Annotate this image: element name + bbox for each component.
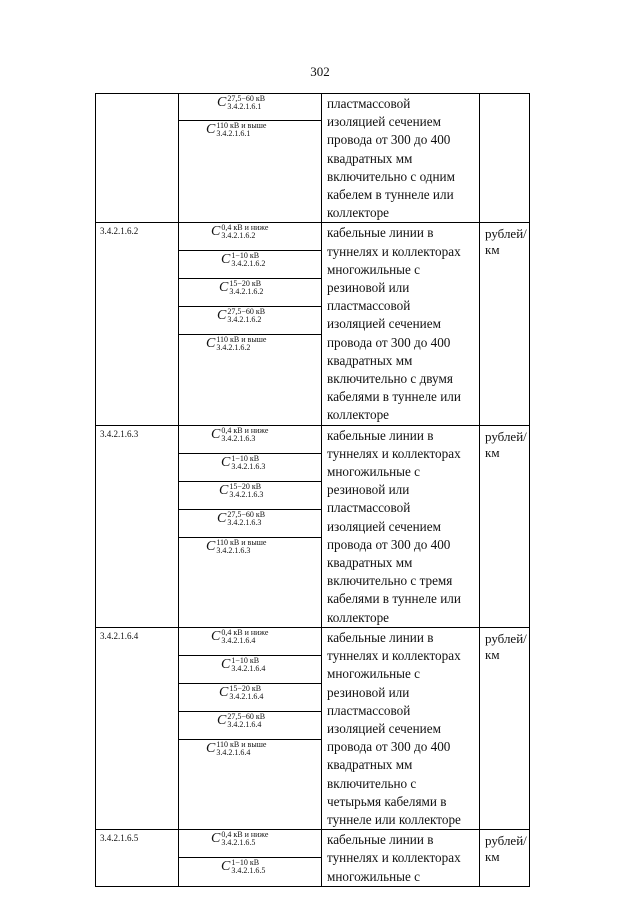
row-unit: рублей/км [480, 223, 530, 425]
rate-symbol [217, 511, 265, 527]
symbol-letter: C [217, 510, 227, 526]
row-description [322, 223, 480, 425]
rate-symbol [219, 685, 263, 701]
description-line: туннелях и коллекторах [327, 243, 461, 259]
voltage-superscript: 15−20 кВ [229, 279, 262, 289]
rate-symbol [211, 224, 268, 240]
symbol-letter: C [221, 454, 231, 470]
rate-symbol [206, 741, 266, 757]
code-subscript: 3.4.2.1.6.5 [231, 866, 266, 876]
symbol-letter: C [211, 628, 221, 644]
tariff-table [95, 93, 530, 887]
description-line: кабельные линии в [327, 225, 434, 241]
formula-cell [179, 628, 321, 656]
symbol-letter: C [221, 656, 231, 672]
code-subscript: 3.4.2.1.6.2 [229, 287, 264, 297]
code-subscript: 3.4.2.1.6.2 [231, 259, 266, 269]
row-description [322, 94, 480, 223]
formula-column [179, 223, 322, 425]
description-line: квадратных мм [327, 352, 413, 368]
voltage-superscript: 110 кВ и выше [216, 537, 267, 547]
description-line: коллекторе [327, 205, 390, 221]
code-subscript: 3.4.2.1.6.2 [227, 315, 262, 325]
row-code: 3.4.2.1.6.3 [96, 425, 179, 627]
description-line: пластмассовой [327, 96, 411, 111]
formula-cell [179, 740, 321, 767]
code-subscript: 3.4.2.1.6.3 [216, 545, 251, 555]
description-line: многожильные с [327, 868, 421, 884]
voltage-superscript: 15−20 кВ [229, 481, 262, 491]
symbol-letter: C [219, 280, 229, 296]
description-line: включительно с тремя [327, 573, 453, 589]
rate-symbol [221, 455, 265, 471]
formula-column [179, 94, 322, 223]
formula-cell [179, 656, 321, 684]
formula-cell [179, 712, 321, 740]
description-line: коллекторе [327, 407, 390, 423]
voltage-superscript: 1−10 кВ [231, 251, 260, 261]
description-line: туннелях и коллекторах [327, 445, 461, 461]
symbol-letter: C [217, 308, 227, 324]
symbol-letter: C [217, 712, 227, 728]
description-line: многожильные с [327, 666, 421, 682]
voltage-superscript: 1−10 кВ [231, 453, 260, 463]
description-line: многожильные с [327, 464, 421, 480]
formula-cell [179, 538, 321, 565]
description-line: квадратных мм [327, 555, 413, 571]
rate-symbol [219, 280, 263, 296]
row-code: 3.4.2.1.6.4 [96, 627, 179, 829]
code-subscript: 3.4.2.1.6.4 [216, 747, 251, 757]
code-subscript: 3.4.2.1.6.4 [229, 691, 264, 701]
formula-cell [179, 858, 321, 884]
voltage-superscript: 0,4 кВ и ниже [221, 627, 269, 637]
code-subscript: 3.4.2.1.6.3 [221, 433, 256, 443]
formula-cell [179, 251, 321, 279]
row-description [322, 830, 480, 887]
description-line: четырьмя кабелями в [327, 793, 447, 809]
voltage-superscript: 0,4 кВ и ниже [221, 830, 269, 840]
code-subscript: 3.4.2.1.6.5 [221, 838, 256, 848]
description-line: провода от 300 до 400 [327, 132, 451, 148]
voltage-superscript: 27,5−60 кВ [227, 711, 266, 721]
row-code: 3.4.2.1.6.5 [96, 830, 179, 887]
rate-symbol [211, 831, 268, 847]
description-line: пластмассовой [327, 702, 411, 718]
formula-cell [179, 307, 321, 335]
voltage-superscript: 27,5−60 кВ [227, 509, 266, 519]
voltage-superscript: 110 кВ и выше [216, 335, 267, 345]
rate-symbol [217, 308, 265, 324]
table-row [96, 223, 530, 425]
description-line: многожильные с [327, 261, 421, 277]
table-row [96, 627, 530, 829]
voltage-superscript: 15−20 кВ [229, 683, 262, 693]
formula-column [179, 627, 322, 829]
symbol-letter: C [219, 482, 229, 498]
code-subscript: 3.4.2.1.6.3 [231, 461, 266, 471]
rate-symbol [221, 859, 265, 875]
rate-symbol [221, 657, 265, 673]
description-line: туннелях и коллекторах [327, 648, 461, 664]
formula-cell [179, 94, 321, 121]
row-code: 3.4.2.1.6.2 [96, 223, 179, 425]
formula-cell [179, 223, 321, 251]
description-line: провода от 300 до 400 [327, 739, 451, 755]
voltage-superscript: 27,5−60 кВ [227, 307, 266, 317]
code-subscript: 3.4.2.1.6.2 [216, 343, 251, 353]
symbol-letter: C [211, 831, 221, 847]
code-subscript: 3.4.2.1.6.3 [229, 489, 264, 499]
code-subscript: 3.4.2.1.6.4 [231, 663, 266, 673]
formula-column [179, 425, 322, 627]
symbol-letter: C [206, 336, 216, 352]
description-line: квадратных мм [327, 150, 413, 166]
symbol-letter: C [206, 740, 216, 756]
description-line: включительно с одним [327, 168, 455, 184]
rate-symbol [219, 483, 263, 499]
voltage-superscript: 27,5−60 кВ [227, 94, 266, 103]
rate-symbol [211, 427, 268, 443]
description-line: изоляцией сечением [327, 720, 441, 736]
row-description [322, 425, 480, 627]
symbol-letter: C [211, 224, 221, 240]
row-unit: рублей/км [480, 830, 530, 887]
formula-cell [179, 279, 321, 307]
symbol-letter: C [221, 252, 231, 268]
formula-column [179, 830, 322, 887]
table-row [96, 425, 530, 627]
description-line: пластмассовой [327, 500, 411, 516]
voltage-superscript: 110 кВ и выше [216, 121, 267, 130]
code-subscript: 3.4.2.1.6.4 [221, 635, 256, 645]
formula-cell [179, 830, 321, 858]
voltage-superscript: 0,4 кВ и ниже [221, 425, 269, 435]
symbol-letter: C [219, 684, 229, 700]
code-subscript: 3.4.2.1.6.4 [227, 719, 262, 729]
description-line: включительно с [327, 775, 417, 791]
formula-cell [179, 684, 321, 712]
description-line: кабельные линии в [327, 427, 434, 443]
description-line: туннеле или коллекторе [327, 811, 461, 827]
description-line: пластмассовой [327, 298, 411, 314]
description-line: включительно с двумя [327, 371, 453, 387]
code-subscript: 3.4.2.1.6.2 [221, 231, 256, 241]
description-line: провода от 300 до 400 [327, 536, 451, 552]
row-unit [480, 94, 530, 223]
description-line: резиновой или [327, 280, 410, 296]
code-subscript: 3.4.2.1.6.3 [227, 517, 262, 527]
table-row [96, 830, 530, 887]
row-unit: рублей/км [480, 627, 530, 829]
description-line: кабелями в туннеле или [327, 591, 461, 607]
rate-symbol [217, 713, 265, 729]
formula-cell [179, 426, 321, 454]
formula-cell [179, 121, 321, 145]
code-subscript: 3.4.2.1.6.1 [227, 102, 262, 111]
description-line: кабелем в туннеле или [327, 187, 454, 203]
rate-symbol [206, 539, 266, 555]
rate-symbol [206, 336, 266, 352]
description-line: изоляцией сечением [327, 316, 441, 332]
code-subscript: 3.4.2.1.6.1 [216, 129, 251, 138]
rate-symbol [211, 629, 268, 645]
symbol-letter: C [221, 859, 231, 875]
row-code [96, 94, 179, 223]
description-line: резиновой или [327, 482, 410, 498]
symbol-letter: C [211, 426, 221, 442]
description-line: изоляцией сечением [327, 114, 441, 130]
row-description [322, 627, 480, 829]
rate-symbol [206, 122, 266, 138]
description-line: изоляцией сечением [327, 518, 441, 534]
description-line: кабелями в туннеле или [327, 389, 461, 405]
formula-cell [179, 335, 321, 362]
rate-symbol [217, 95, 265, 111]
symbol-letter: C [217, 95, 227, 110]
symbol-letter: C [206, 122, 216, 137]
description-line: кабельные линии в [327, 832, 434, 848]
row-unit: рублей/км [480, 425, 530, 627]
description-line: туннелях и коллекторах [327, 850, 461, 866]
formula-cell [179, 482, 321, 510]
description-line: кабельные линии в [327, 629, 434, 645]
voltage-superscript: 1−10 кВ [231, 858, 260, 868]
voltage-superscript: 110 кВ и выше [216, 739, 267, 749]
rate-symbol [221, 252, 265, 268]
page-number: 302 [310, 64, 330, 79]
voltage-superscript: 0,4 кВ и ниже [221, 223, 269, 233]
description-line: резиновой или [327, 684, 410, 700]
description-line: коллекторе [327, 609, 390, 625]
description-line: провода от 300 до 400 [327, 334, 451, 350]
voltage-superscript: 1−10 кВ [231, 655, 260, 665]
table-row [96, 94, 530, 223]
description-line: квадратных мм [327, 757, 413, 773]
formula-cell [179, 454, 321, 482]
symbol-letter: C [206, 538, 216, 554]
formula-cell [179, 510, 321, 538]
